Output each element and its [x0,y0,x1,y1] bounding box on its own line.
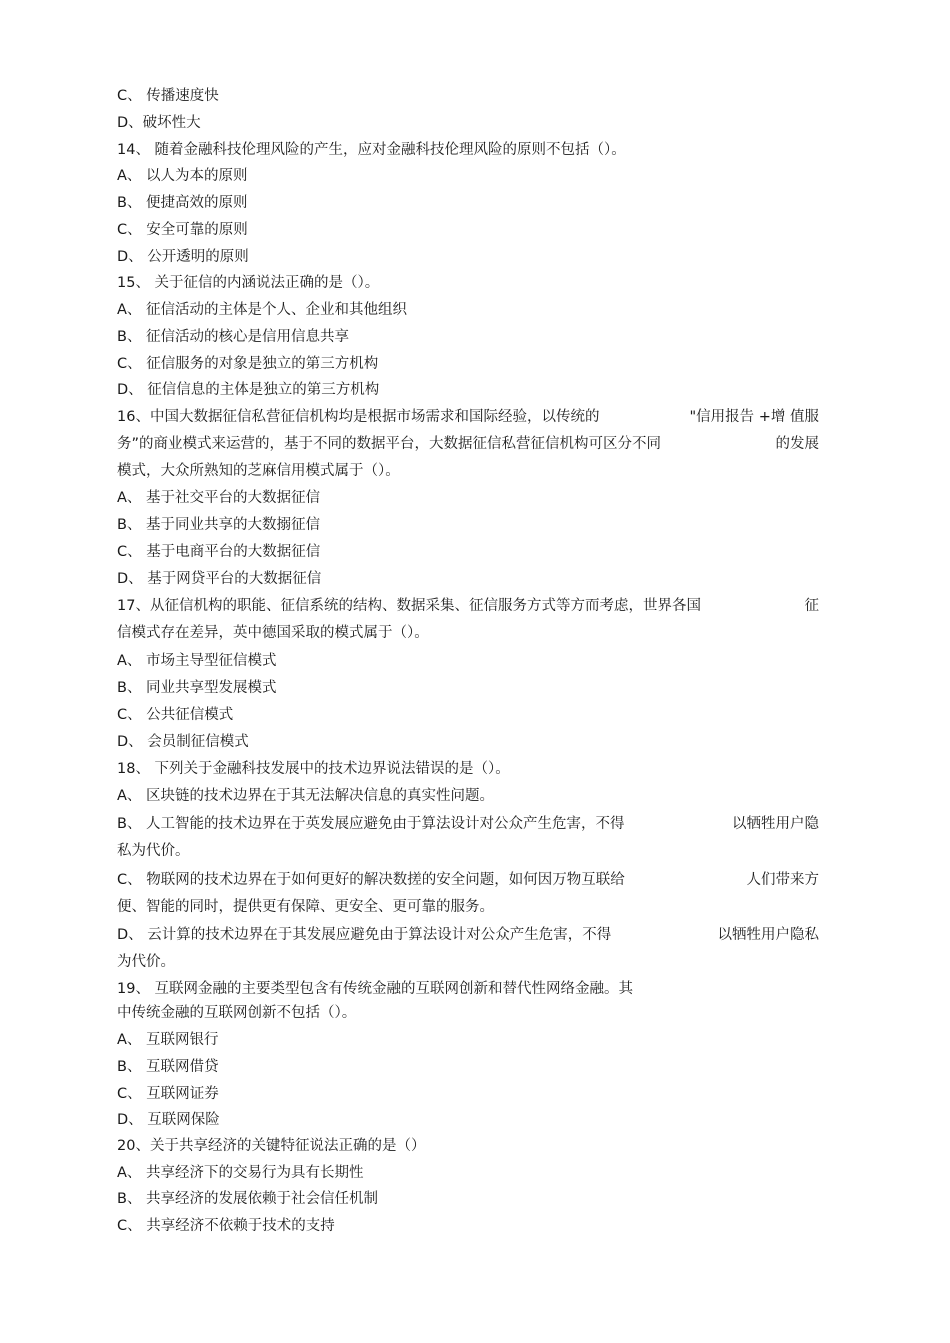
q18-option-c-line-2: 便、智能的同时，提供更有保障、更安全、更可靠的服务。 [117,899,494,915]
q14-option-d: D、 公开透明的原则 [117,249,249,265]
q18-option-d-line-1 [117,925,819,945]
q18-d-right: 以牺牲用户隐私 [717,927,819,943]
q14-option-b: B、 便捷高效的原则 [117,195,248,211]
q18-option-b-line-1 [117,814,819,834]
q16-option-c: C、 基于电商平台的大数据征信 [117,544,321,560]
q17-option-c: C、 公共征信模式 [117,707,234,723]
q19-option-c: C、 互联网证券 [117,1086,219,1102]
q20-option-b: B、 共享经济的发展依赖于社会信任机制 [117,1191,379,1207]
option-c-text: C、 传播速度快 [117,88,219,104]
q17-line1-right: 征 [804,598,819,614]
q18-option-a: A、 区块链的技术边界在于其无法解决信息的真实性问题。 [117,788,495,804]
q18-c-left: C、 物联网的技术边界在于如何更好的解决数搓的安全问题，如何因万物互联给 [117,872,625,888]
q14-option-c: C、 安全可靠的原则 [117,222,248,238]
question-20: 20、关于共享经济的关键特征说法正确的是（） [117,1138,426,1154]
q16-option-a: A、 基于社交平台的大数据征信 [117,490,321,506]
q17-line1-left: 17、从征信机构的职能、征信系统的结构、数据采集、征信服务方式等方而考虑，世界各国 [117,598,701,614]
q16-line2-left: 务”的商业模式来运营的，基于不同的数据平台，大数据征信私营征信机构可区分不同 [117,436,662,452]
q20-option-a: A、 共享经济下的交易行为具有长期性 [117,1165,364,1181]
question-16-line-3: 模式，大众所熟知的芝麻信用模式属于（）。 [117,463,400,479]
q18-b-left: B、 人工智能的技术边界在于英发展应避免由于算法设计对公众产生危害，不得 [117,816,625,832]
q18-c-right: 人们带来方 [746,872,819,888]
q16-line1-right: "信用报告 +增 值服 [689,409,819,425]
q15-option-c: C、 征信服务的对象是独立的第三方机构 [117,356,379,372]
q18-d-left: D、 云计算的技术边界在于其发展应避免由于算法设计对公众产生危害，不得 [117,927,612,943]
q15-option-b: B、 征信活动的核心是信用信息共享 [117,329,350,345]
q19-option-d: D、 互联网保险 [117,1112,220,1128]
question-18: 18、 下列关于金融科技发展中的技术边界说法错误的是（）。 [117,761,510,777]
question-19-line-1: 19、 互联网金融的主要类型包含有传统金融的互联网创新和替代性网络金融。其 [117,981,634,997]
question-17-line-1 [117,596,819,616]
q15-option-d: D、 征信信息的主体是独立的第三方机构 [117,382,380,398]
question-17-line-2: 信模式存在差异，英中德国采取的模式属于（）。 [117,625,429,641]
q18-option-c-line-1 [117,870,819,890]
q19-option-b: B、 互联网借贷 [117,1059,219,1075]
q15-option-a: A、 征信活动的主体是个人、企业和其他组织 [117,302,408,318]
question-19-line-2: 中传统金融的互联网创新不包括（）。 [117,1005,357,1021]
q17-option-a: A、 市场主导型征信模式 [117,653,277,669]
q18-option-b-line-2: 私为代价。 [117,843,190,859]
q16-line1-left: 16、中国大数据征信私营征信机构均是根据市场需求和国际经验，以传统的 [117,409,600,425]
q19-option-a: A、 互联网银行 [117,1032,219,1048]
question-15: 15、 关于征信的内涵说法正确的是（）。 [117,275,380,291]
q16-option-b: B、 基于同业共享的大数搦征信 [117,517,321,533]
q16-option-d: D、 基于网贷平台的大数据征信 [117,571,322,587]
q18-option-d-line-2: 为代价。 [117,954,175,970]
q18-b-right: 以牺牲用户隐 [732,816,819,832]
q14-option-a: A、 以人为本的原则 [117,168,248,184]
q16-line2-right: 的发展 [775,436,819,452]
option-d-text: D、破坏性大 [117,115,201,131]
question-16-line-1 [117,407,819,427]
question-16-line-2 [117,434,819,454]
question-14: 14、 随着金融科技伦理风险的产生，应对金融科技伦理风险的原则不包括（）。 [117,142,626,158]
q17-option-d: D、 会员制征信模式 [117,734,249,750]
q17-option-b: B、 同业共享型发展模式 [117,680,277,696]
q20-option-c: C、 共享经济不依赖于技术的支持 [117,1218,335,1234]
